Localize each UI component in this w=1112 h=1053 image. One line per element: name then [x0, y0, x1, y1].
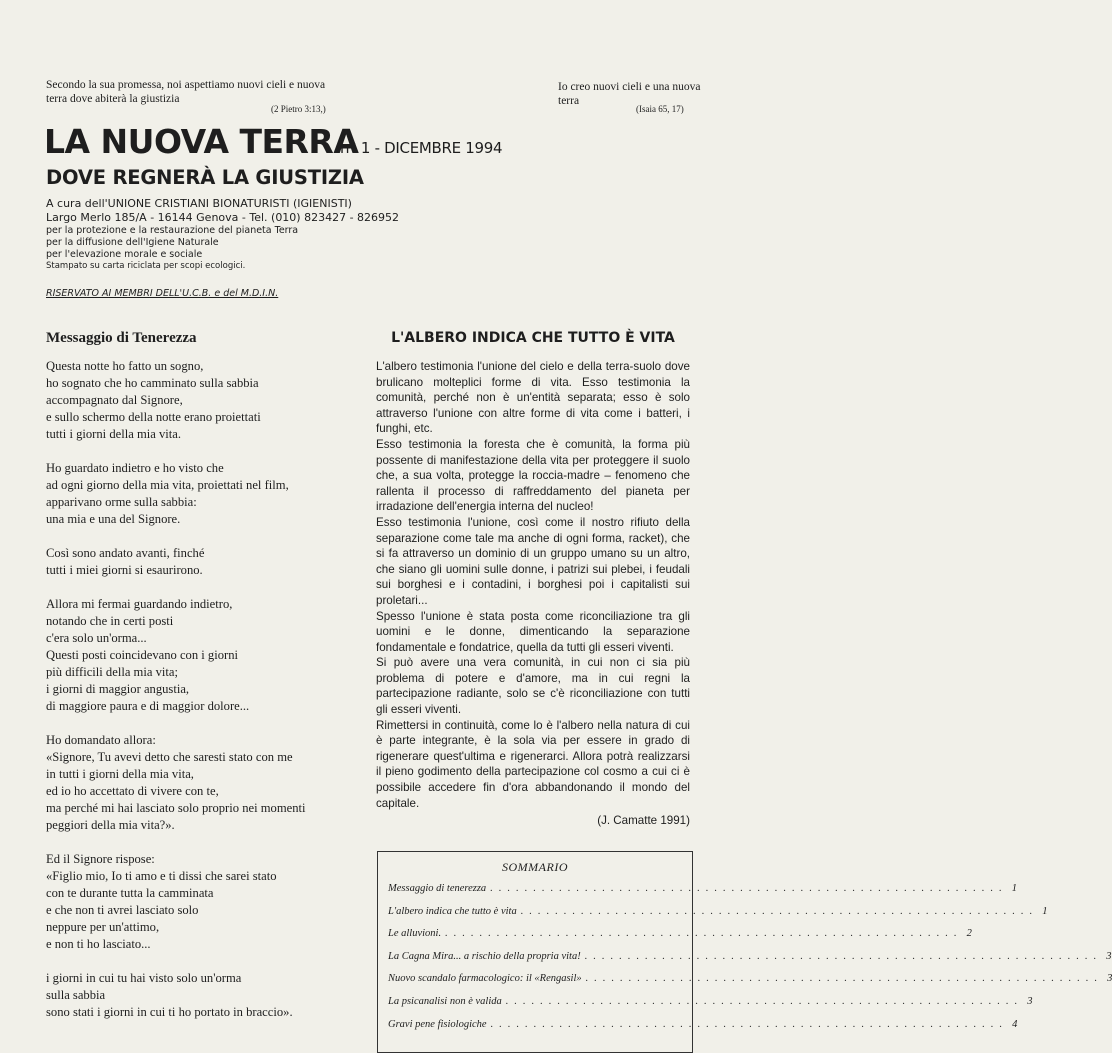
poem-stanza: [46, 732, 366, 834]
poem-body: [46, 358, 366, 1038]
poem-line: più difficili della mia vita;: [46, 665, 178, 679]
poem-line: notando che in certi posti: [46, 614, 174, 628]
leader-dots: ............................................................: [490, 883, 1008, 894]
poem-line: e sullo schermo della notte erano proiettati: [46, 410, 261, 424]
poem-line: Questa notte ho fatto un sogno,: [46, 359, 204, 373]
poem-line: e che non ti avrei lasciato solo: [46, 903, 199, 917]
poem-line: Ed il Signore rispose:: [46, 852, 155, 866]
header-quote-right: [558, 80, 708, 114]
sommario-item-title: La psicanalisi non è valida: [388, 995, 502, 1007]
publisher-info: [46, 197, 426, 272]
poem-line: «Signore, Tu avevi detto che saresti stato con me: [46, 750, 293, 764]
article-paragraph: Si può avere una vera comunità, in cui non ci sia più problema di potere e d'amore, ma in cui regni la partecipazione radiante, solo se c'è riconciliazione con tutti gli esseri viventi.: [376, 656, 690, 717]
header-quote-left: [46, 78, 346, 114]
leader-dots: ............................................................: [584, 950, 1103, 962]
article-author: (J. Camatte 1991): [597, 814, 690, 828]
publisher-line: A cura dell'UNIONE CRISTIANI BIONATURISTI (IGIENISTI): [46, 197, 352, 210]
poem-stanza: [46, 970, 366, 1021]
poem-line: peggiori della mia vita?».: [46, 818, 175, 832]
poem-line: ma perché mi hai lasciato solo proprio nei momenti: [46, 801, 306, 815]
sommario-item-title: Messaggio di tenerezza: [388, 883, 487, 894]
sommario-item-page: 1: [1011, 883, 1017, 894]
poem-line: ed io ho accettato di vivere con te,: [46, 784, 219, 798]
poem-line: neppure per un'attimo,: [46, 920, 160, 934]
poem-line: apparivano orme sulla sabbia:: [46, 495, 197, 509]
poem-stanza: [46, 358, 366, 443]
mission-line: per la protezione e la restaurazione del pianeta Terra: [46, 225, 299, 236]
sommario-item-title: Nuovo scandalo farmacologico: il «Rengasil»: [388, 973, 582, 985]
sommario-box: [377, 851, 1112, 1053]
poem-line: Allora mi fermai guardando indietro,: [46, 597, 233, 611]
sommario-item: [378, 883, 1017, 906]
poem-line: Così sono andato avanti, finché: [46, 546, 205, 560]
sommario-item-page: 3: [1106, 950, 1112, 962]
poem-line: Ho guardato indietro e ho visto che: [46, 461, 224, 475]
right-article-body: [376, 359, 690, 829]
sommario-item-page: 1: [1042, 905, 1048, 917]
sommario-item-title: Le alluvioni.: [388, 928, 442, 940]
poem-line: ho sognato che ho camminato sulla sabbia: [46, 376, 259, 390]
article-paragraph: Rimettersi in continuità, come lo è l'albero nella natura di cui è parte integrante, è la sola via per essere in grado di rigenerare quest'ultima e rigenerarci. Allora potrà realizzarsi il pieno godimento della partecipazione col cosmo a cui ci è possibile accedere fin d'ora abbandonando il mondo del capitale.: [376, 718, 690, 810]
article-paragraph: Spesso l'unione è stata posta come riconciliazione tra gli uomini e le donne, dimenticando la separazione fondamentale e fondatrice, quella da tutti gli esseri viventi.: [376, 609, 690, 654]
sommario-item-page: 3: [1107, 973, 1112, 985]
poem-line: con te durante tutta la camminata: [46, 886, 214, 900]
poem-line: Questi posti coincidevano con i giorni: [46, 648, 239, 662]
sommario-item: [378, 1018, 1018, 1042]
sommario-item: [378, 995, 1033, 1019]
poem-line: i giorni di maggior angustia,: [46, 682, 190, 696]
poem-line: i giorni in cui tu hai visto solo un'orma: [46, 971, 242, 985]
poem-line: sono stati i giorni in cui ti ho portato in braccio».: [46, 1005, 293, 1019]
poem-line: «Figlio mio, Io ti amo e ti dissi che sarei stato: [46, 869, 277, 883]
quote-left-reference: (2 Pietro 3:13,): [271, 104, 326, 114]
poem-line: tutti i miei giorni si esaurirono.: [46, 563, 203, 577]
newspaper-title: LA NUOVA TERRA: [44, 122, 359, 161]
reserved-note: RISERVATO AI MEMBRI DELL'U.C.B. e del M.D.I.N.: [46, 288, 279, 299]
sommario-item-page: 2: [966, 928, 972, 940]
sommario-item-title: La Cagna Mira... a rischio della propria vita!: [388, 950, 581, 962]
quote-left-text: Secondo la sua promessa, noi aspettiamo nuovi cieli e nuova terra dove abiterà la giustizia: [46, 79, 326, 105]
issue-date: n° 1 - DICEMBRE 1994: [340, 139, 503, 157]
sommario-item-page: 3: [1027, 995, 1033, 1007]
newspaper-subtitle: DOVE REGNERÀ LA GIUSTIZIA: [46, 166, 364, 189]
right-article-title: L'ALBERO INDICA CHE TUTTO È VITA: [391, 330, 675, 346]
sommario-list: [378, 883, 1112, 1041]
leader-dots: ............................................................: [490, 1018, 1009, 1030]
poem-line: accompagnato dal Signore,: [46, 393, 183, 407]
poem-line: tutti i giorni della mia vita.: [46, 427, 182, 441]
sommario-item: [378, 905, 1048, 929]
poem-stanza: [46, 460, 366, 528]
poem-line: in tutti i giorni della mia vita,: [46, 767, 194, 781]
sommario-item-page: 4: [1012, 1018, 1018, 1030]
poem-line: e non ti ho lasciato...: [46, 937, 151, 951]
poem-stanza: [46, 596, 366, 715]
sommario-item: [378, 950, 1112, 974]
quote-right-reference: (Isaia 65, 17): [636, 104, 684, 114]
leader-dots: ............................................................: [445, 928, 963, 940]
leader-dots: ............................................................: [505, 995, 1024, 1007]
article-paragraph: Esso testimonia la foresta che è comunità, la forma più possente di manifestazione della vita per proteggere il suolo che, a sua volta, protegge la roccia-madre – fenomeno che rallenta il processo di raffreddamento del pianeta per irradazione dell'energia interna del nucleo!: [376, 437, 690, 514]
leader-dots: ............................................................: [520, 905, 1039, 917]
article-paragraph: Esso testimonia l'unione, così come il nostro rifiuto della separazione come tale ma anche di ogni forma, racket), che si fa attraverso un dominio di un gruppo umano su un altro, che siano gli uomini sulle donne, i patrizi sui plebei, i feudali sui borghesi e i contadini, i borghesi poi i capitalisti sui proletari...: [376, 515, 690, 607]
poem-line: una mia e una del Signore.: [46, 512, 181, 526]
poem-stanza: [46, 851, 366, 953]
poem-line: ad ogni giorno della mia vita, proiettati nel film,: [46, 478, 289, 492]
left-article-title: Messaggio di Tenerezza: [46, 330, 197, 346]
poem-line: di maggiore paura e di maggior dolore...: [46, 699, 250, 713]
poem-line: c'era solo un'orma...: [46, 631, 147, 645]
print-note: Stampato su carta riciclata per scopi ecologici.: [46, 261, 246, 271]
mission-line: per l'elevazione morale e sociale: [46, 249, 203, 260]
sommario-item: [378, 928, 972, 951]
sommario-item-title: L'albero indica che tutto è vita: [388, 905, 517, 917]
leader-dots: ............................................................: [585, 973, 1104, 985]
sommario-item: [378, 973, 1112, 996]
poem-line: sulla sabbia: [46, 988, 106, 1002]
sommario-item-title: Gravi pene fisiologiche: [388, 1018, 487, 1030]
poem-line: Ho domandato allora:: [46, 733, 156, 747]
article-paragraph: L'albero testimonia l'unione del cielo e della terra-suolo dove brulicano molteplici forme di vita. Esso testimonia la comunità, perché non è un'entità separata; esso è solo attraverso l'unione con altre forme di vita come i batteri, i funghi, etc.: [376, 360, 690, 436]
mission-line: per la diffusione dell'Igiene Naturale: [46, 237, 219, 248]
address-line: Largo Merlo 185/A - 16144 Genova - Tel. (010) 823427 - 826952: [46, 211, 400, 224]
sommario-title: SOMMARIO: [502, 860, 568, 874]
quote-right-text: Io creo nuovi cieli e una nuova terra: [558, 81, 701, 107]
poem-stanza: [46, 545, 366, 579]
